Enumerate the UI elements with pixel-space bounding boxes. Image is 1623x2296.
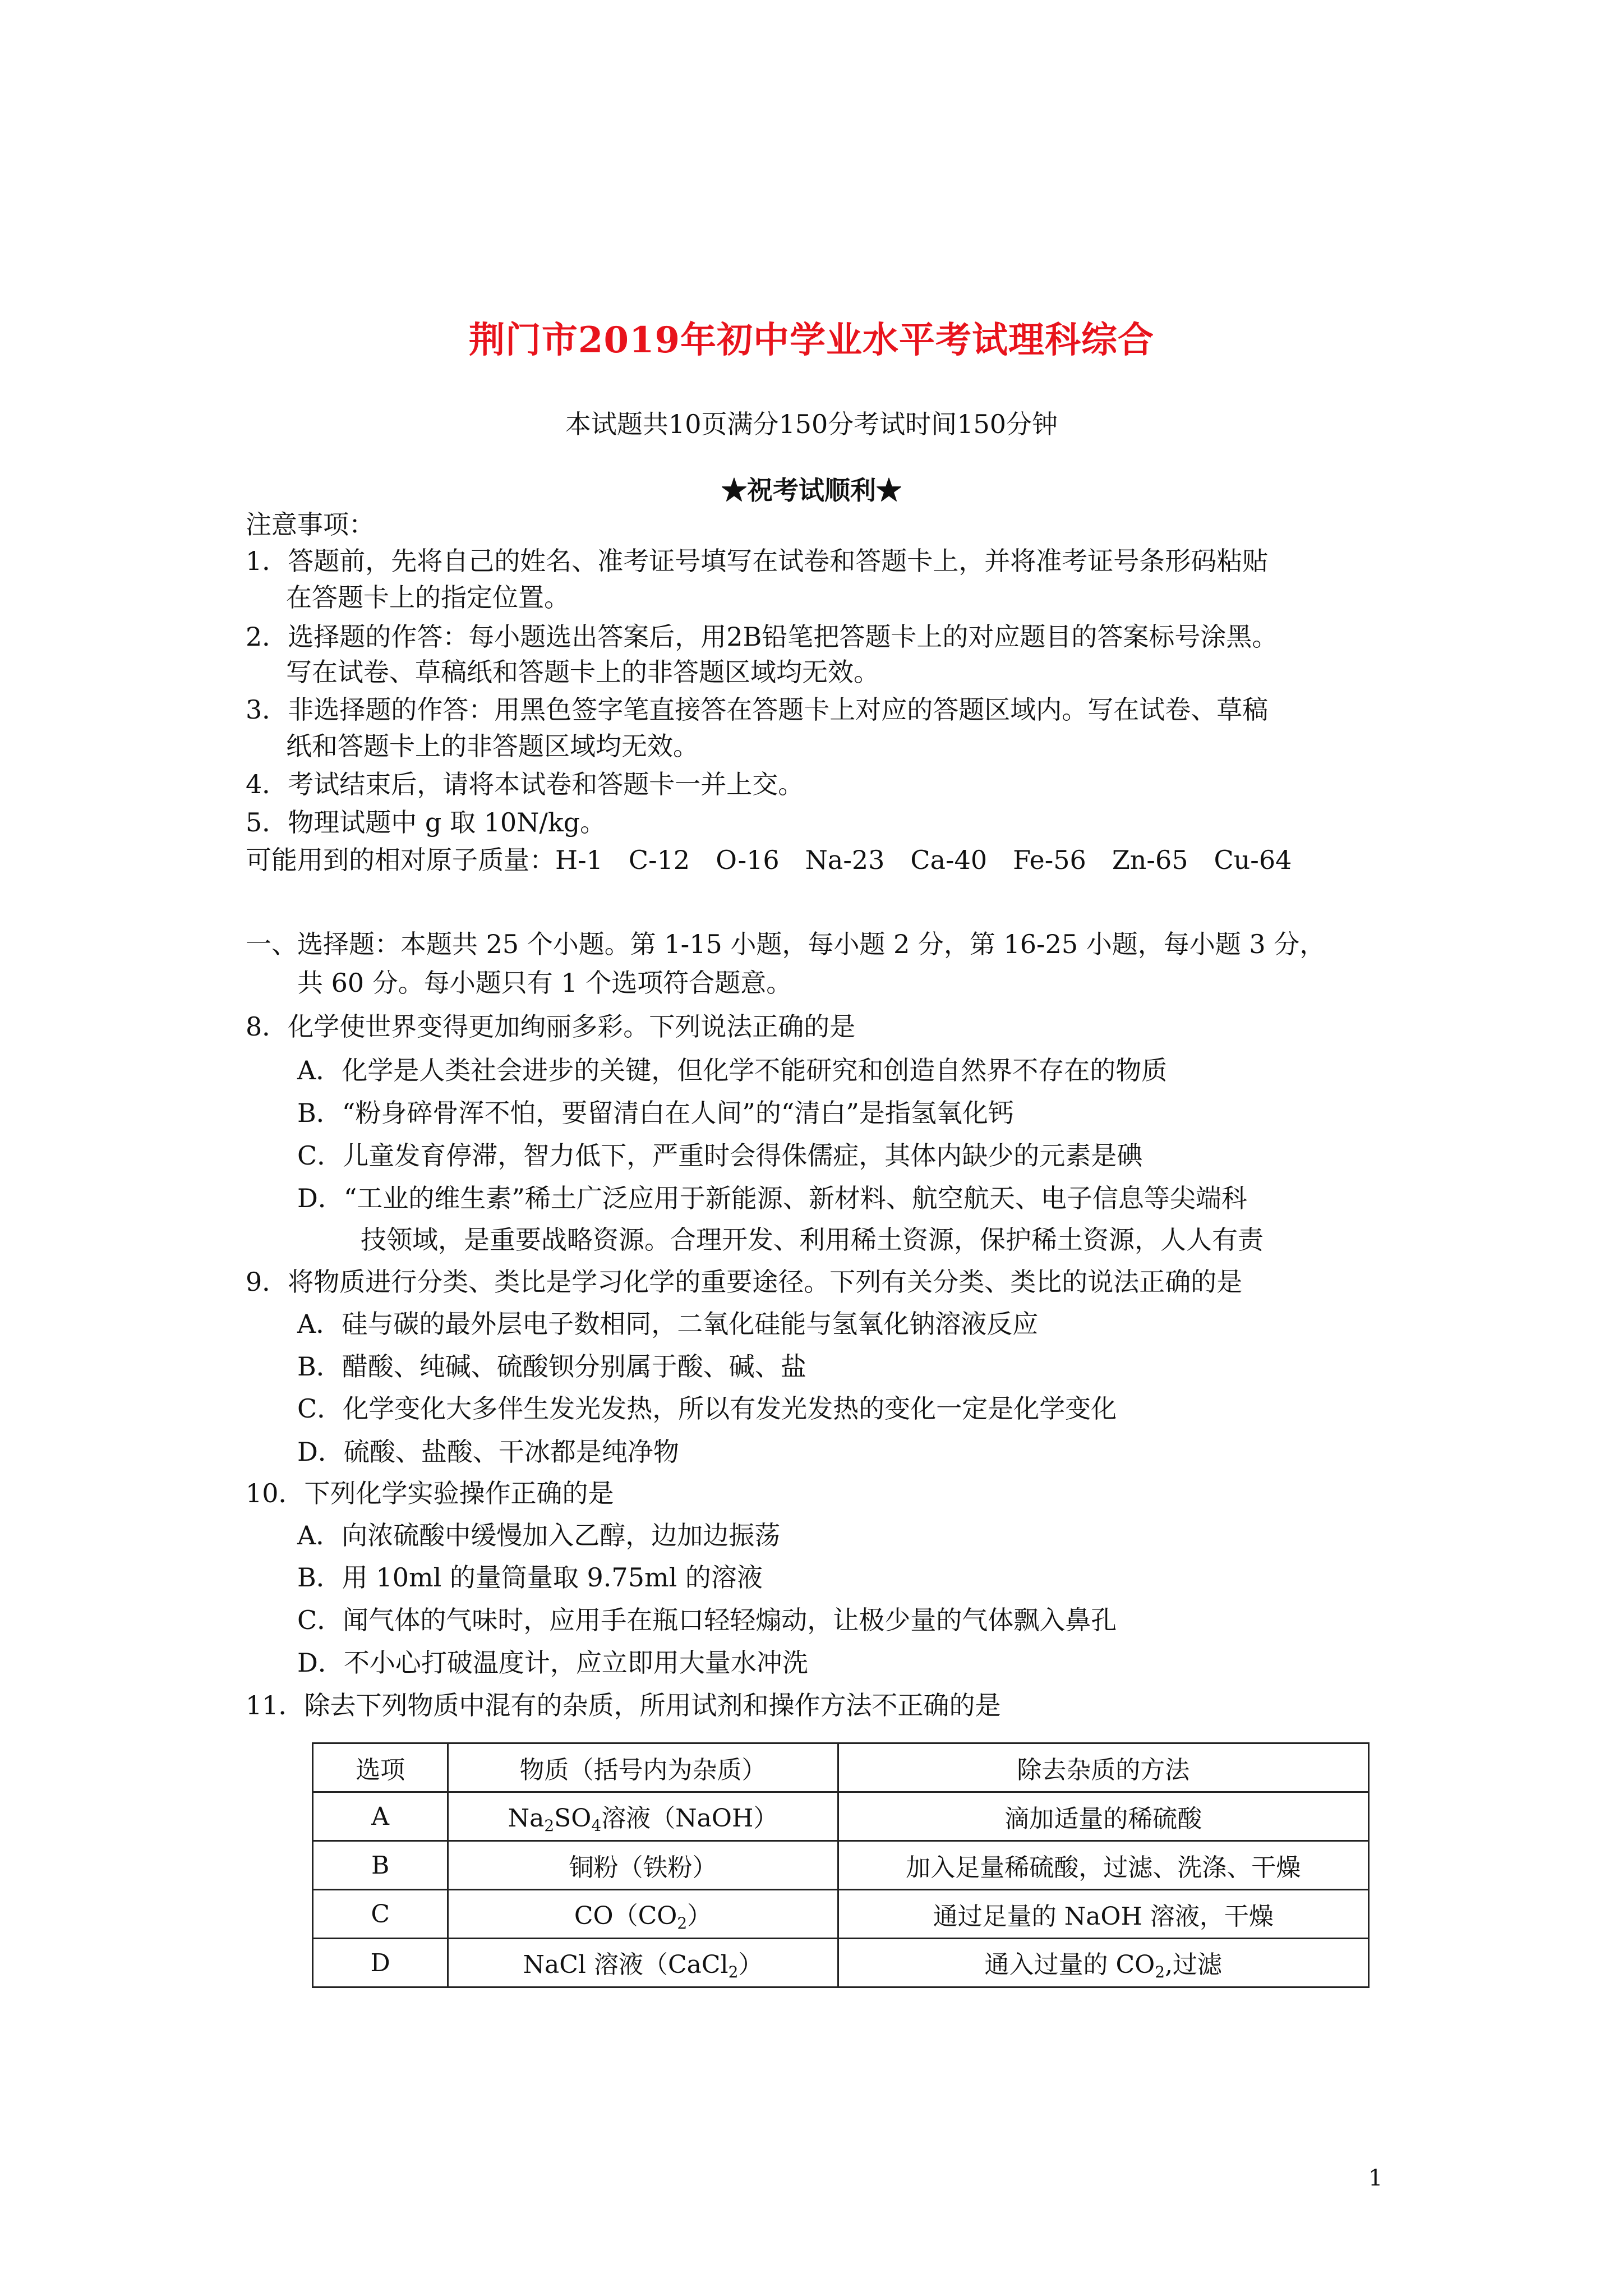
question-10-option-d: D．不小心打破温度计，应立即用大量水冲洗 [297,1648,808,1678]
option-cell: D [313,1939,448,1987]
section-heading-cont: 共 60 分。每小题只有 1 个选项符合题意。 [297,968,792,998]
table-header-row [313,1743,1369,1792]
question-8-option-d-cont: 技领域，是重要战略资源。合理开发、利用稀土资源，保护稀土资源，人人有责 [361,1225,1264,1255]
table-header-cell: 除去杂质的方法 [838,1743,1368,1792]
option-cell: B [313,1841,448,1890]
substance-cell: $CO(CO_2)$ [448,1890,838,1939]
notes-heading: 注意事项： [246,509,375,540]
table-row [313,1792,1369,1841]
table-row [313,1939,1369,1987]
question-10-stem: 10．下列化学实验操作正确的是 [246,1478,614,1508]
question-8-stem: 8．化学使世界变得更加绚丽多彩。下列说法正确的是 [246,1011,856,1042]
table-header-cell: 选项 [313,1743,448,1792]
section-heading: 一、选择题：本题共 25 个小题。第 1-15 小题，每小题 2 分，第 16-25 小题，每小题 3 分， [246,929,1326,959]
exam-title: 荆门市2019年初中学业水平考试理科综合 [468,319,1155,361]
note-item: 在答题卡上的指定位置。 [286,582,570,613]
question-8-option-d: D．“工业的维生素”稀土广泛应用于新能源、新材料、航空航天、电子信息等尖端科 [297,1183,1247,1213]
question-9-stem: 9．将物质进行分类、类比是学习化学的重要途径。下列有关分类、类比的说法正确的是 [246,1267,1243,1297]
question-9-option-a: A．硅与碳的最外层电子数相同，二氧化硅能与氢氧化钠溶液反应 [297,1309,1039,1339]
table-row [313,1890,1369,1939]
substance-cell: NaCl 溶液（CaCl$_2$） [448,1939,838,1987]
note-item: 纸和答题卡上的非答题区域均无效。 [286,731,699,761]
note-item: 5．物理试题中 g 取 10N/kg。 [246,807,606,838]
substance-cell: 铜粉（铁粉） [448,1841,838,1890]
method-cell: 滴加适量的稀硫酸 [838,1792,1368,1841]
note-item: 2．选择题的作答：每小题选出答案后，用2B铅笔把答题卡上的对应题目的答案标号涂黑。 [246,622,1278,652]
question-9-option-c: C．化学变化大多伴生发光发热，所以有发光发热的变化一定是化学变化 [297,1393,1117,1424]
question-10-option-b: B．用 10ml 的量筒量取 9.75ml 的溶液 [297,1562,763,1593]
option-cell: A [313,1792,448,1841]
note-item: 写在试卷、草稿纸和答题卡上的非答题区域均无效。 [286,657,879,687]
question-8-option-c: C．儿童发育停滞，智力低下，严重时会得侏儒症，其体内缺少的元素是碘 [297,1140,1143,1171]
note-item: 3．非选择题的作答：用黑色签字笔直接答在答题卡上对应的答题区域内。写在试卷、草稿 [246,694,1269,725]
question-8-option-a: A．化学是人类社会进步的关键，但化学不能研究和创造自然界不存在的物质 [297,1055,1168,1085]
good-luck-banner: ★祝考试顺利★ [721,475,902,505]
note-item: 1．答题前，先将自己的姓名、准考证号填写在试卷和答题卡上，并将准考证号条形码粘贴 [246,546,1269,576]
question-10-option-c: C．闻气体的气味时，应用手在瓶口轻轻煽动，让极少量的气体飘入鼻孔 [297,1605,1117,1635]
question-9-option-d: D．硫酸、盐酸、干冰都是纯净物 [297,1437,679,1467]
note-item: 4．考试结束后，请将本试卷和答题卡一并上交。 [246,769,804,799]
method-cell: 通入过量的 $CO_2$,过滤 [838,1939,1368,1987]
question-8-option-b: B．“粉身碎骨浑不怕，要留清白在人间”的“清白”是指氢氧化钙 [297,1098,1014,1128]
substance-cell: $Na_2SO_4$溶液（NaOH） [448,1792,838,1841]
exam-subtitle: 本试题共10页满分150分考试时间150分钟 [565,409,1058,439]
table-row [313,1841,1369,1890]
method-cell: 加入足量稀硫酸，过滤、洗涤、干燥 [838,1841,1368,1890]
question-9-option-b: B．醋酸、纯碱、硫酸钡分别属于酸、碱、盐 [297,1351,806,1382]
question-11-stem: 11．除去下列物质中混有的杂质，所用试剂和操作方法不正确的是 [246,1690,1001,1720]
table-header-cell: 物质（括号内为杂质） [448,1743,838,1792]
question-10-option-a: A．向浓硫酸中缓慢加入乙醇，边加边振荡 [297,1520,781,1550]
option-cell: C [313,1890,448,1939]
impurity-removal-table [312,1742,1370,1988]
method-cell: 通过足量的 NaOH 溶液，干燥 [838,1890,1368,1939]
page-number: 1 [1368,2165,1383,2191]
atomic-mass-note: 可能用到的相对原子质量：H-1 C-12 O-16 Na-23 Ca-40 Fe-56 Zn-65 Cu-64 [246,845,1292,875]
